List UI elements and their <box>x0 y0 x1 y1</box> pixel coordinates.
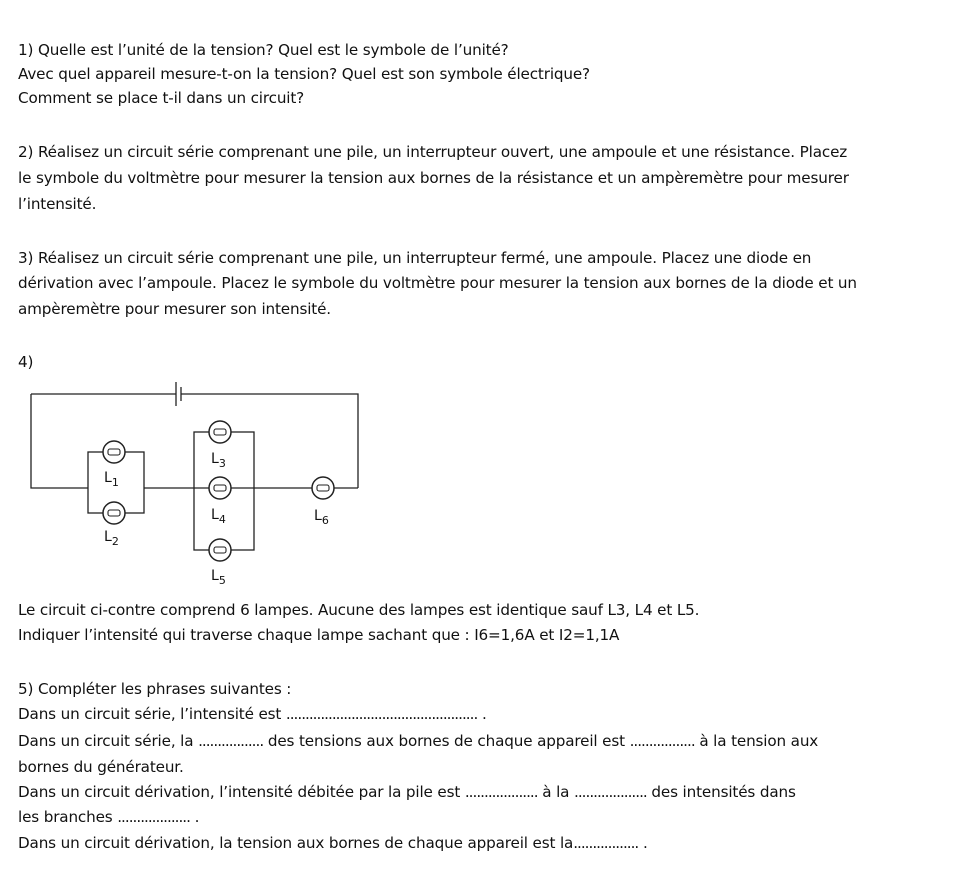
q5-sentence-5: les branches ................... . <box>18 808 200 826</box>
blank-4[interactable]: ................... <box>464 783 538 801</box>
circuit-left-wire <box>31 394 88 488</box>
blank-1[interactable]: .................................................. <box>285 705 478 723</box>
lamp-l5-icon <box>209 539 231 561</box>
label-l6: $L_6$ <box>314 508 329 527</box>
lamp-l1-icon <box>103 441 125 463</box>
q1-line3: Comment se place t-il dans un circuit? <box>18 89 305 107</box>
label-l4: $L_4$ <box>211 507 226 526</box>
q4-line1: Le circuit ci-contre comprend 6 lampes. Aucune des lampes est identique sauf L3, L4 et L5. <box>18 601 700 619</box>
q4-line2: Indiquer l’intensité qui traverse chaque lampe sachant que : I6=1,6A et I2=1,1A <box>18 626 620 644</box>
q5-title: 5) Compléter les phrases suivantes : <box>18 680 292 698</box>
label-l1: $L_1$ <box>104 470 119 489</box>
blank-7[interactable]: ................. <box>573 834 639 852</box>
q5-sentence-1: Dans un circuit série, l’intensité est .................................................. . <box>18 705 487 723</box>
q3-line1: 3) Réalisez un circuit série comprenant une pile, un interrupteur fermé, une ampoule. Placez une diode en <box>18 249 812 267</box>
lamp-l3-icon <box>209 421 231 443</box>
q1-line1: 1) Quelle est l’unité de la tension? Quel est le symbole de l’unité? <box>18 41 509 59</box>
q2-line1: 2) Réalisez un circuit série comprenant une pile, un interrupteur ouvert, une ampoule et une résistance. Placez <box>18 143 848 161</box>
lamp-l4-icon <box>209 477 231 499</box>
q3-line3: ampèremètre pour mesurer son intensité. <box>18 300 331 318</box>
q3-line2: dérivation avec l’ampoule. Placez le symbole du voltmètre pour mesurer la tension aux bornes de la diode et un <box>18 274 857 292</box>
lamp-l2-icon <box>103 502 125 524</box>
label-l2: $L_2$ <box>104 529 119 548</box>
q5-sentence-4: Dans un circuit dérivation, l’intensité débitée par la pile est ................... à la ................... des intensités dans <box>18 783 796 801</box>
q2-line2: le symbole du voltmètre pour mesurer la tension aux bornes de la résistance et un ampèremètre pour mesurer <box>18 169 849 187</box>
q4-number: 4) <box>18 353 34 371</box>
q5-sentence-2: Dans un circuit série, la ................. des tensions aux bornes de chaque appareil est ................. à la tension aux <box>18 732 819 750</box>
blank-6[interactable]: ................... <box>117 808 190 826</box>
q2-line3: l’intensité. <box>18 195 97 213</box>
blank-5[interactable]: ................... <box>574 783 647 801</box>
blank-2[interactable]: ................. <box>198 732 264 750</box>
q5-sentence-3: bornes du générateur. <box>18 758 184 776</box>
label-l5: $L_5$ <box>211 568 226 587</box>
label-l3: $L_3$ <box>211 451 226 470</box>
blank-3[interactable]: ................. <box>629 732 695 750</box>
q1-line2: Avec quel appareil mesure-t-on la tension? Quel est son symbole électrique? <box>18 65 590 83</box>
q5-sentence-6: Dans un circuit dérivation, la tension aux bornes de chaque appareil est la................. . <box>18 834 648 852</box>
lamp-l6-icon <box>312 477 334 499</box>
